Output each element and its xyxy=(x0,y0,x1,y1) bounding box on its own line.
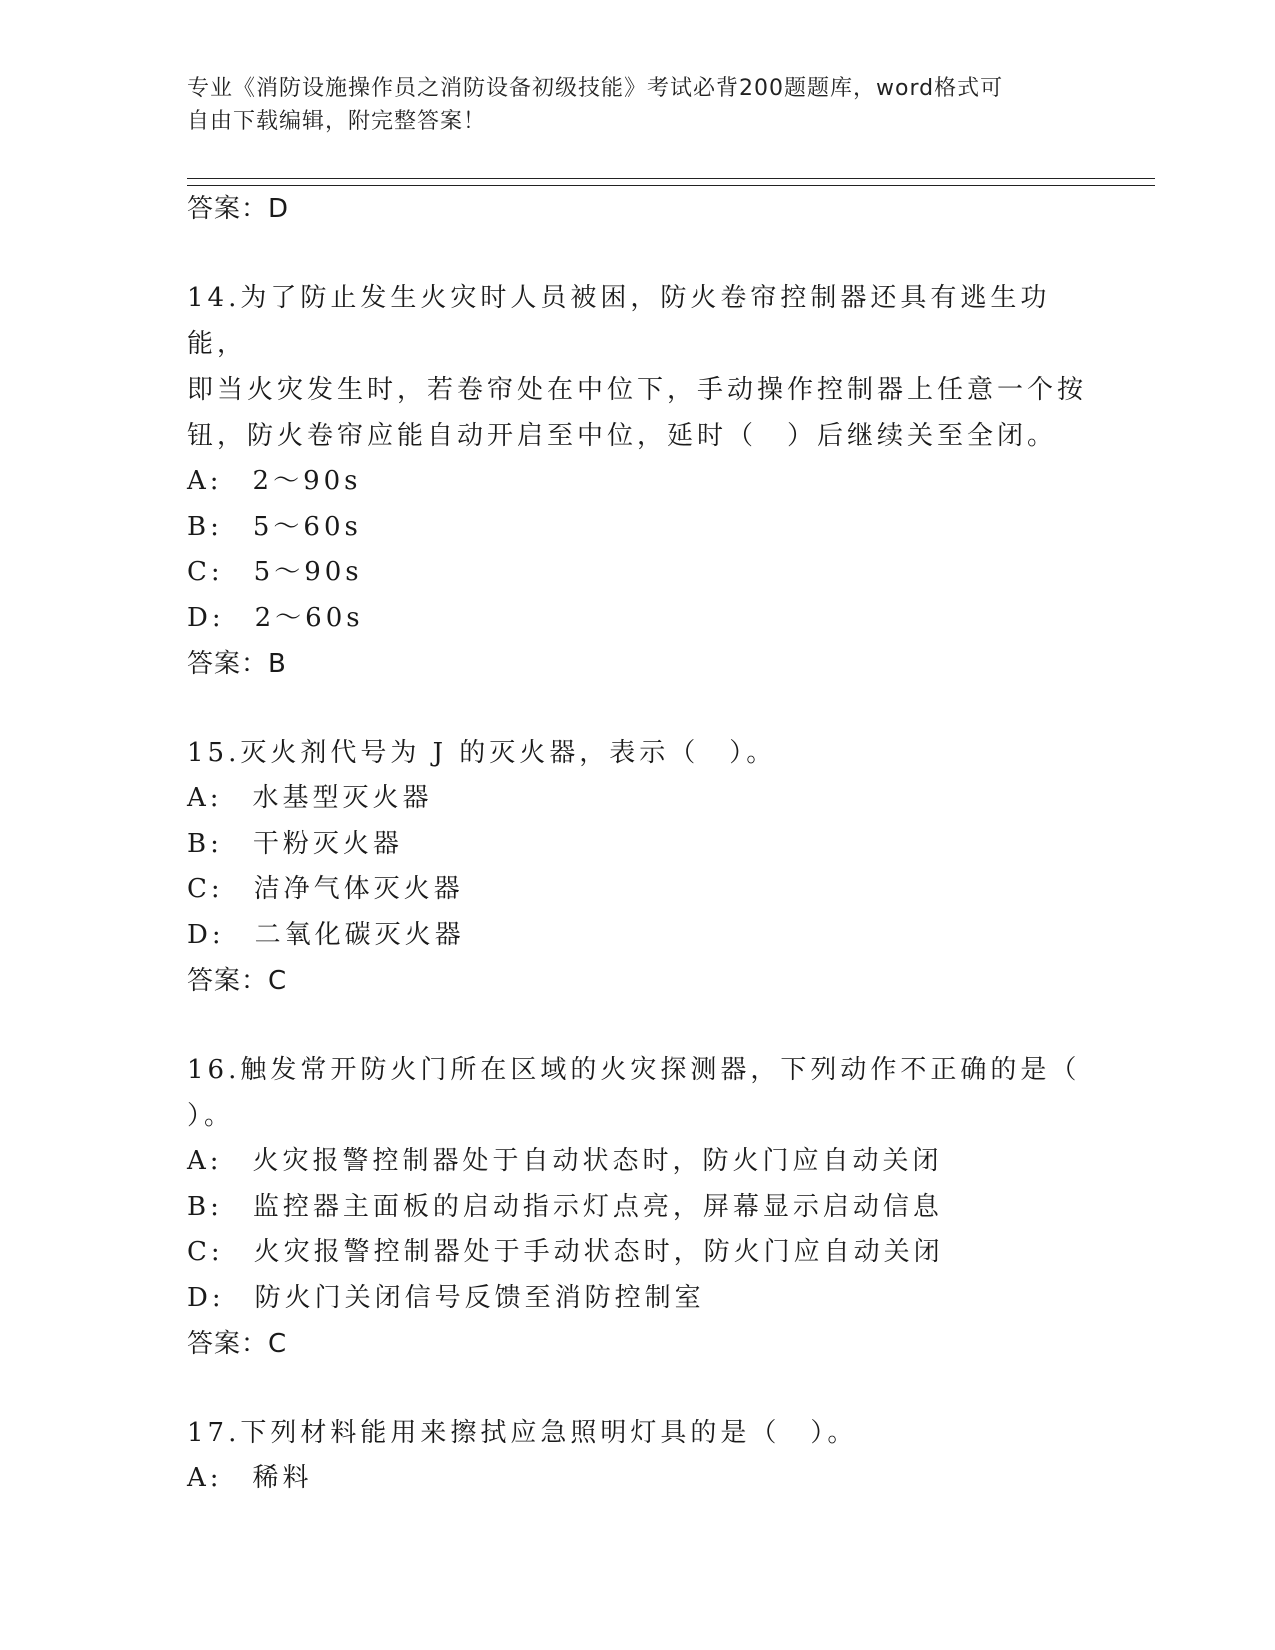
answer-14: 答案：B xyxy=(187,649,287,679)
question-list xyxy=(187,186,1107,1502)
question-14-stem-line-1: 14.为了防止发生火灾时人员被困，防火卷帘控制器还具有逃生功能， xyxy=(187,283,1051,359)
question-16-stem-line-1: 16.触发常开防火门所在区域的火灾探测器，下列动作不正确的是（ xyxy=(187,1055,1081,1085)
header-double-rule xyxy=(187,178,1155,186)
answer-16: 答案：C xyxy=(187,1329,288,1359)
answer-15: 答案：C xyxy=(187,966,288,996)
page-header xyxy=(187,72,1087,138)
question-15-option-b: B: 干粉灭火器 xyxy=(187,828,403,859)
question-16-option-d: D: 防火门关闭信号反馈至消防控制室 xyxy=(187,1282,705,1313)
question-14-option-d: D: 2～60s xyxy=(187,602,364,633)
question-15 xyxy=(187,730,1107,1004)
question-14-option-b: B: 5～60s xyxy=(187,511,362,542)
question-17-option-a: A: 稀料 xyxy=(187,1463,313,1493)
spacer xyxy=(187,687,1107,730)
spacer xyxy=(187,232,1107,275)
question-15-option-d: D: 二氧化碳灭火器 xyxy=(187,919,465,950)
question-14-stem-line-3: 钮，防火卷帘应能自动开启至中位，延时（ ）后继续关至全闭。 xyxy=(187,421,1058,451)
answer-13: 答案：D xyxy=(187,194,290,224)
question-14-option-c: C: 5～90s xyxy=(187,557,363,587)
question-14-stem-line-2: 即当火灾发生时，若卷帘处在中位下，手动操作控制器上任意一个按 xyxy=(187,375,1088,405)
question-15-option-a: A: 水基型灭火器 xyxy=(187,783,433,813)
header-line-1: 专业《消防设施操作员之消防设备初级技能》考试必背200题题库，word格式可 xyxy=(187,76,1004,101)
question-17-stem-line-1: 17.下列材料能用来擦拭应急照明灯具的是（ ）。 xyxy=(187,1418,858,1448)
question-16-option-c: C: 火灾报警控制器处于手动状态时，防火门应自动关闭 xyxy=(187,1237,944,1267)
question-15-option-c: C: 洁净气体灭火器 xyxy=(187,874,464,904)
question-14 xyxy=(187,275,1107,687)
header-line-2: 自由下载编辑，附完整答案！ xyxy=(187,109,487,134)
question-16 xyxy=(187,1047,1107,1367)
question-16-option-a: A: 火灾报警控制器处于自动状态时，防火门应自动关闭 xyxy=(187,1146,943,1176)
question-17 xyxy=(187,1410,1107,1502)
question-14-option-a: A: 2～90s xyxy=(187,466,362,496)
spacer xyxy=(187,1004,1107,1047)
question-16-stem-line-2: ）。 xyxy=(187,1101,235,1131)
spacer xyxy=(187,1367,1107,1410)
question-16-option-b: B: 监控器主面板的启动指示灯点亮，屏幕显示启动信息 xyxy=(187,1191,943,1222)
question-15-stem-line-1: 15.灭火剂代号为 J 的灭火器，表示（ ）。 xyxy=(187,738,777,768)
